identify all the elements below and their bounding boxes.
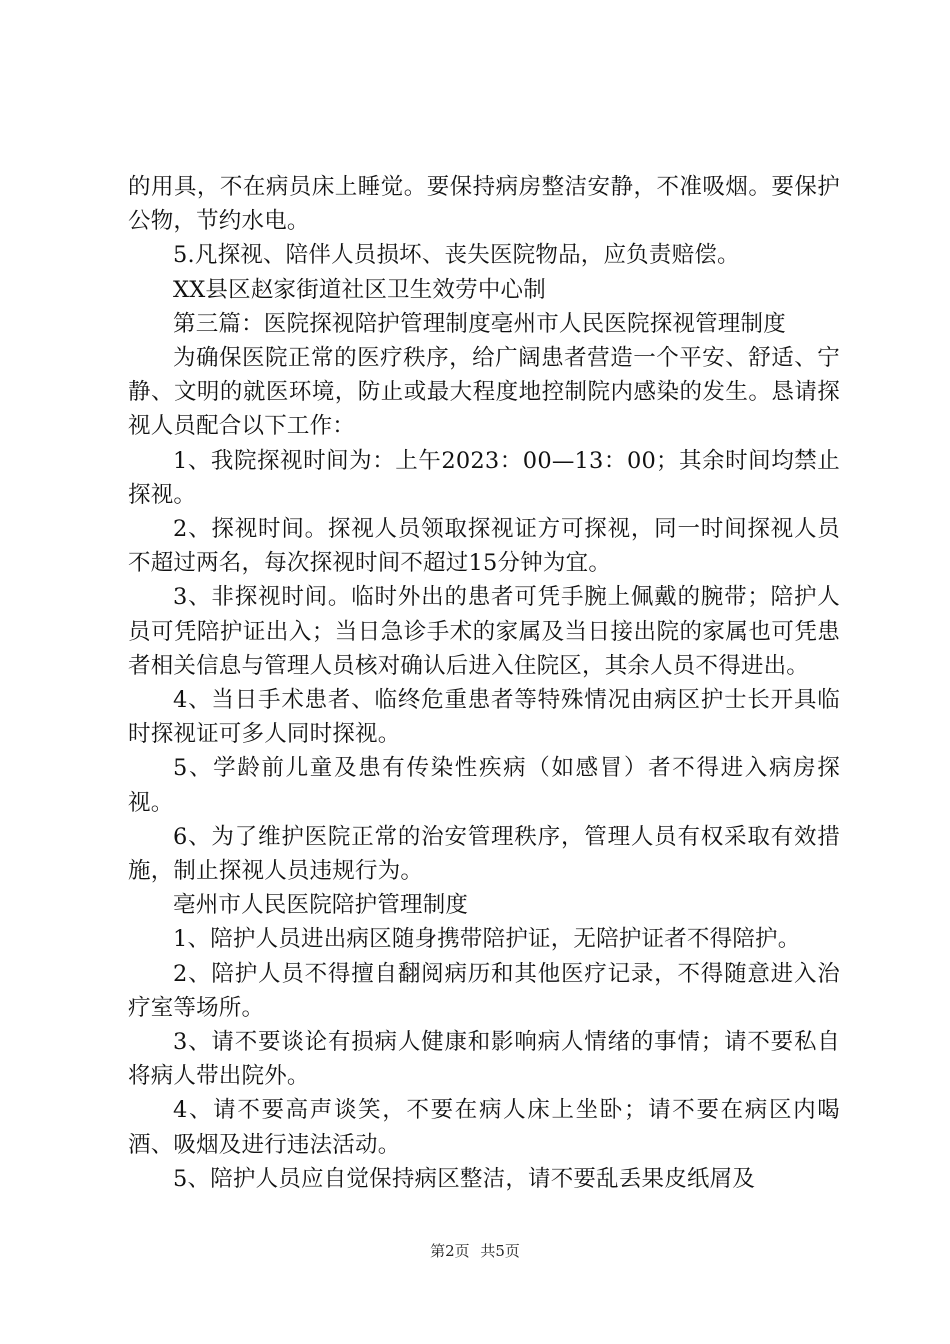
list-item: 5、学龄前儿童及患有传染性疾病（如感冒）者不得进入病房探视。 bbox=[128, 755, 840, 816]
list-item: 5、陪护人员应自觉保持病区整洁，请不要乱丢果皮纸屑及 bbox=[173, 1165, 756, 1192]
section-heading: 第三篇：医院探视陪护管理制度亳州市人民医院探视管理制度 bbox=[173, 310, 786, 337]
list-item: 1、陪护人员进出病区随身携带陪护证，无陪护证者不得陪护。 bbox=[173, 926, 801, 953]
page-number: 第2页 bbox=[430, 1242, 470, 1260]
list-item: 2、陪护人员不得擅自翻阅病历和其他医疗记录，不得随意进入治疗室等场所。 bbox=[128, 960, 840, 1021]
paragraph: XX县区赵家街道社区卫生效劳中心制 bbox=[173, 276, 546, 303]
paragraph: 5.凡探视、陪伴人员损坏、丧失医院物品，应负责赔偿。 bbox=[173, 242, 740, 269]
list-item: 4、请不要高声谈笑，不要在病人床上坐卧；请不要在病区内喝酒、吸烟及进行违法活动。 bbox=[128, 1097, 840, 1158]
page-footer bbox=[0, 1240, 950, 1261]
page-total: 共5页 bbox=[480, 1242, 520, 1260]
document-body bbox=[128, 170, 840, 1196]
paragraph: 的用具，不在病员床上睡觉。要保持病房整洁安静，不准吸烟。要保护公物，节约水电。 bbox=[128, 174, 840, 235]
list-item: 3、请不要谈论有损病人健康和影响病人情绪的事情；请不要私自将病人带出院外。 bbox=[128, 1029, 840, 1090]
list-item: 3、非探视时间。临时外出的患者可凭手腕上佩戴的腕带；陪护人员可凭陪护证出入；当日急诊手术的家属及当日接出院的家属也可凭患者相关信息与管理人员核对确认后进入住院区，其余人员不得进出。 bbox=[128, 584, 840, 679]
list-item: 2、探视时间。探视人员领取探视证方可探视，同一时间探视人员不超过两名，每次探视时间不超过15分钟为宜。 bbox=[128, 516, 840, 577]
paragraph: 为确保医院正常的医疗秩序，给广阔患者营造一个平安、舒适、宁静、文明的就医环境，防止或最大程度地控制院内感染的发生。恳请探视人员配合以下工作： bbox=[128, 345, 840, 440]
list-item: 6、为了维护医院正常的治安管理秩序，管理人员有权采取有效措施，制止探视人员违规行为。 bbox=[128, 823, 840, 885]
list-item: 1、我院探视时间为：上午2023：00—13：00；其余时间均禁止探视。 bbox=[128, 447, 840, 508]
subsection-heading: 亳州市人民医院陪护管理制度 bbox=[173, 892, 469, 919]
list-item: 4、当日手术患者、临终危重患者等特殊情况由病区护士长开具临时探视证可多人同时探视。 bbox=[128, 687, 840, 748]
